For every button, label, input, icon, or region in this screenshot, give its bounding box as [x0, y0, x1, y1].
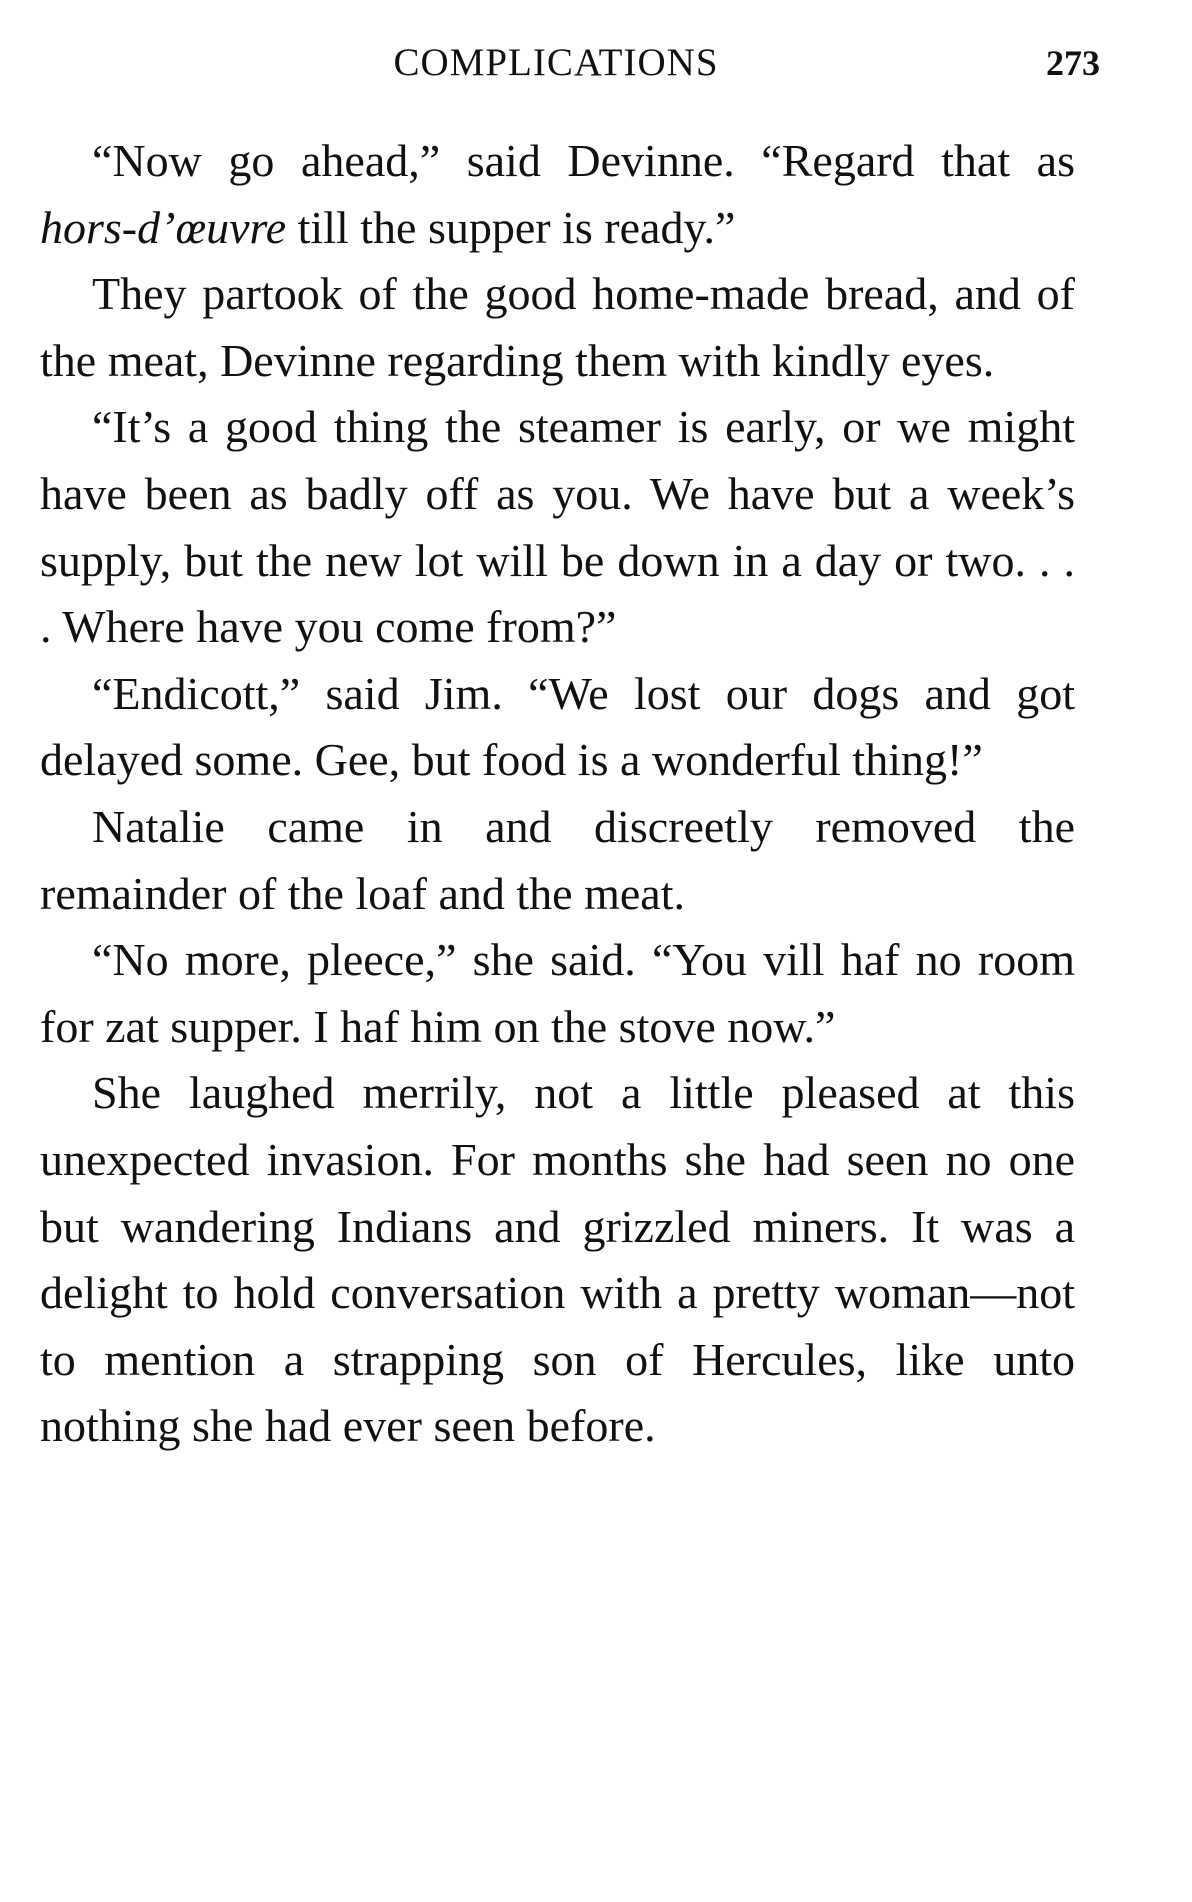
page-header [40, 40, 1100, 90]
paragraph-5: Natalie came in and discreetly removed the remainder of the loaf and the meat. [40, 800, 1075, 919]
paragraph-7: She laughed merrily, not a little pleased at this unexpected invasion. For months she had seen no one but wandering Indians and grizzled miners. It was a delight to hold conversation with a pretty woman—not to mention a strapping son of Hercules, like unto nothing she had ever seen before. [40, 1067, 1075, 1452]
body-text [40, 128, 1075, 1460]
paragraph-3: “It’s a good thing the steamer is early, or we might have been as badly off as you. We have but a week’s supply, but the new lot will be down in a day or two. . . . Where have you come from?” [40, 401, 1075, 653]
paragraph-4: “Endicott,” said Jim. “We lost our dogs and got delayed some. Gee, but food is a wonderful thing!” [40, 667, 1075, 786]
paragraph-1-text-after: till the supper is ready.” [286, 201, 736, 253]
paragraph-2: They partook of the good home-made bread, and of the meat, Devinne regarding them with kindly eyes. [40, 268, 1075, 386]
page-number: 273 [1046, 43, 1100, 83]
paragraph-1-text-before: “Now go ahead,” said Devinne. “Regard that as [92, 135, 1075, 186]
paragraph-6: “No more, pleece,” she said. “You vill haf no room for zat supper. I haf him on the stove now.” [40, 934, 1075, 1052]
paragraph-1 [40, 128, 1075, 261]
running-head: COMPLICATIONS [393, 41, 719, 84]
paragraph-1-italic-phrase: hors-d’œuvre [40, 201, 287, 253]
